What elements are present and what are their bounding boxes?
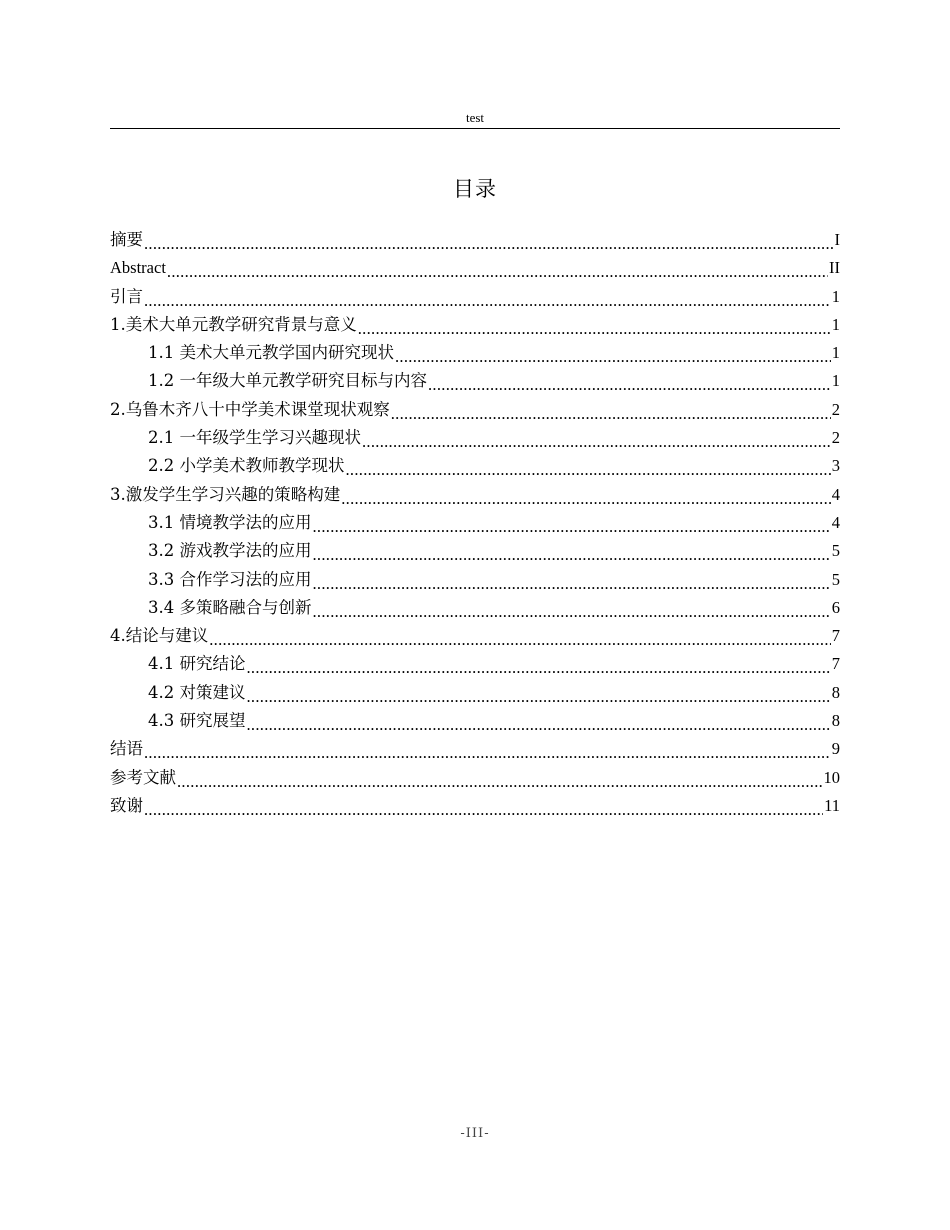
toc-entry-label: 结语 ..... [110, 739, 144, 758]
toc-entry-acknowledgements[interactable] [110, 792, 840, 820]
toc-entry-page: 2 [831, 396, 840, 424]
toc-entry-section-3-3[interactable] [110, 566, 840, 594]
toc-entry-page: 4 [831, 509, 840, 537]
toc-entry-label: 4.1 研究结论 ..... [148, 654, 247, 673]
toc-entry-label: 引言 ..... [110, 287, 144, 306]
toc-entry-page: 7 [831, 650, 840, 678]
toc-entry-page: 1 [831, 311, 840, 339]
toc-entry-label: 2.乌鲁木齐八十中学美术课堂现状观察 ..... [110, 400, 391, 419]
toc-entry-page: 8 [831, 707, 840, 735]
toc-entry-label: 3.4 多策略融合与创新 ..... [148, 598, 313, 617]
toc-entry-page: 10 [823, 764, 841, 792]
toc-entry-chapter-2[interactable] [110, 396, 840, 424]
toc-entry-chapter-4[interactable] [110, 622, 840, 650]
toc-entry-label: 3.激发学生学习兴趣的策略构建 ..... [110, 485, 341, 504]
toc-entry-label: 4.3 研究展望 ..... [148, 711, 247, 730]
header-text: test [465, 110, 485, 125]
toc-entry-page: 5 [831, 537, 840, 565]
toc-entry-section-2-1[interactable] [110, 424, 840, 452]
page-header [110, 108, 840, 129]
toc-entry-label: Abstract ..... [110, 258, 167, 277]
toc-entry-label: 4.2 对策建议 ..... [148, 683, 247, 702]
toc-entry-label: 2.2 小学美术教师教学现状 ..... [148, 456, 346, 475]
toc-entry-page: 2 [831, 424, 840, 452]
toc-entry-label: 1.2 一年级大单元教学研究目标与内容 ..... [148, 371, 428, 390]
page-number: -III- [460, 1126, 490, 1141]
toc-entry-label: 3.2 游戏教学法的应用 ..... [148, 541, 313, 560]
toc-entry-label: 1.美术大单元教学研究背景与意义 ..... [110, 315, 358, 334]
toc-entry-label: 参考文献 ..... [110, 768, 177, 787]
toc-entry-page: 3 [831, 452, 840, 480]
toc-entry-label: 致谢 ..... [110, 796, 144, 815]
toc-entry-section-4-2[interactable] [110, 679, 840, 707]
toc-entry-label: 2.1 一年级学生学习兴趣现状 ..... [148, 428, 362, 447]
toc-entry-chapter-3[interactable] [110, 481, 840, 509]
toc-entry-abstract-cn[interactable] [110, 226, 840, 254]
toc-entry-page: 1 [831, 367, 840, 395]
toc-entry-section-3-1[interactable] [110, 509, 840, 537]
toc-entry-section-1-1[interactable] [110, 339, 840, 367]
toc-entry-section-3-2[interactable] [110, 537, 840, 565]
toc-entry-page: 6 [831, 594, 840, 622]
toc-entry-references[interactable] [110, 764, 840, 792]
toc-entry-page: 1 [831, 339, 840, 367]
toc-entry-label: 3.3 合作学习法的应用 ..... [148, 570, 313, 589]
toc-entry-page: 5 [831, 566, 840, 594]
toc-entry-conclusion[interactable] [110, 735, 840, 763]
toc-entry-abstract-en[interactable] [110, 254, 840, 282]
toc-entry-chapter-1[interactable] [110, 311, 840, 339]
toc-entry-page: I [834, 226, 841, 254]
toc-entry-section-1-2[interactable] [110, 367, 840, 395]
toc-entry-section-2-2[interactable] [110, 452, 840, 480]
table-of-contents [110, 226, 840, 820]
toc-entry-page: II [828, 254, 840, 282]
toc-entry-section-3-4[interactable] [110, 594, 840, 622]
toc-entry-page: 11 [823, 792, 840, 820]
toc-entry-label: 4.结论与建议 ..... [110, 626, 209, 645]
toc-entry-page: 8 [831, 679, 840, 707]
toc-entry-introduction[interactable] [110, 283, 840, 311]
toc-entry-page: 4 [831, 481, 840, 509]
toc-entry-label: 1.1 美术大单元教学国内研究现状 ..... [148, 343, 395, 362]
toc-entry-label: 摘要 ..... [110, 230, 144, 249]
toc-entry-page: 9 [831, 735, 840, 763]
toc-title: 目录 [453, 177, 497, 201]
toc-entry-section-4-1[interactable] [110, 650, 840, 678]
toc-entry-section-4-3[interactable] [110, 707, 840, 735]
toc-entry-page: 7 [831, 622, 840, 650]
toc-entry-page: 1 [831, 283, 840, 311]
toc-entry-label: 3.1 情境教学法的应用 ..... [148, 513, 313, 532]
